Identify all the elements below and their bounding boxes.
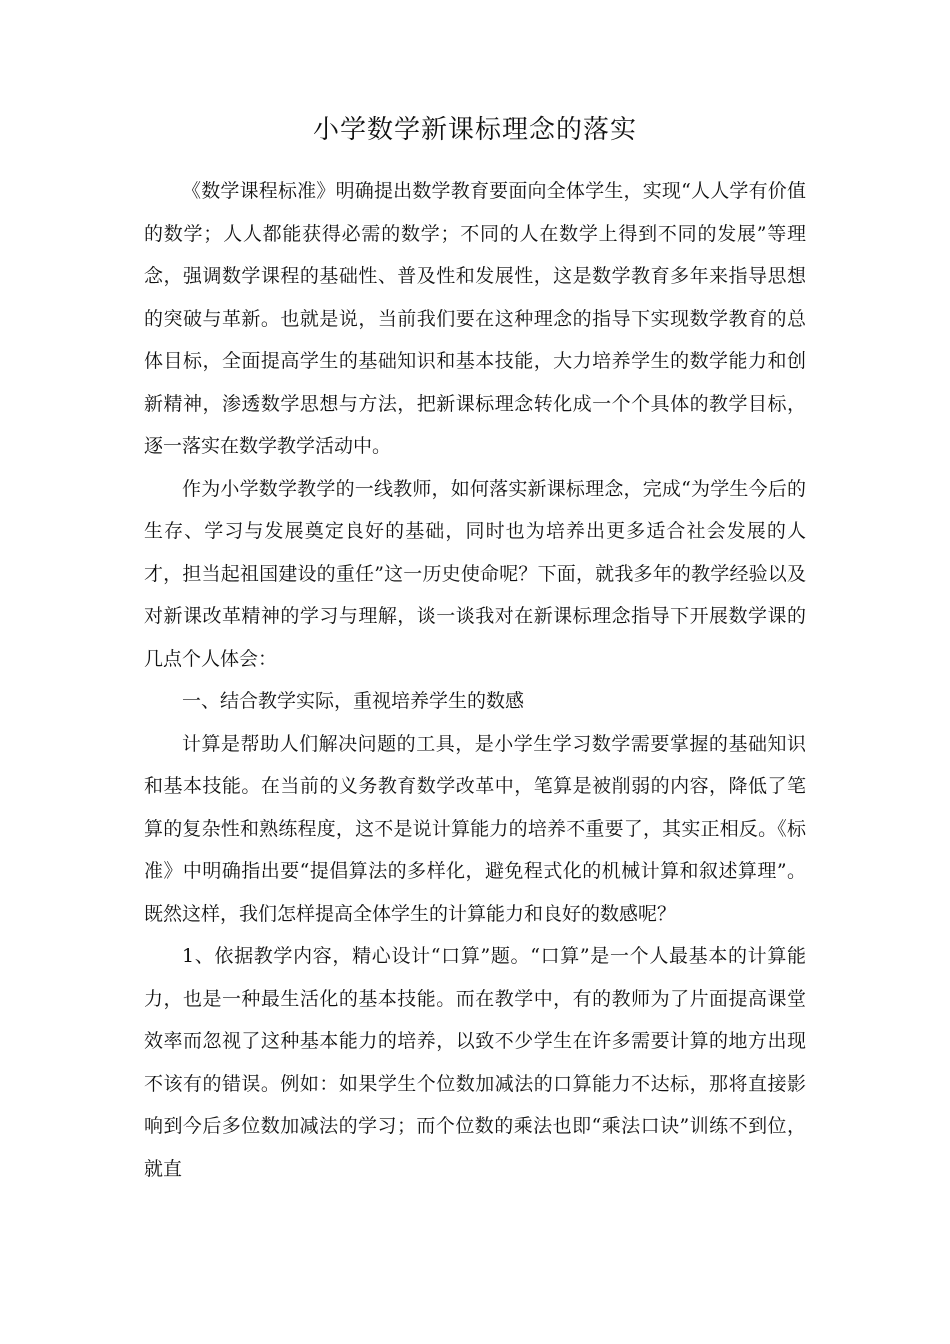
- paragraph-intro: 《数学课程标准》明确提出数学教育要面向全体学生，实现“人人学有价值的数学；人人都能获得必需的数学；不同的人在数学上得到不同的发展”等理念，强调数学课程的基础性、普及性和发展性，这是数学教育多年来指导思想的突破与革新。也就是说，当前我们要在这种理念的指导下实现数学教育的总体目标，全面提高学生的基础知识和基本技能，大力培养学生的数学能力和创新精神，渗透数学思想与方法，把新课标理念转化成一个个具体的教学目标，逐一落实在数学教学活动中。: [144, 180, 806, 457]
- paragraph-oral-calculation: 1、依据教学内容，精心设计“口算”题。“口算”是一个人最基本的计算能力，也是一种最生活化的基本技能。而在教学中，有的教师为了片面提高课堂效率而忽视了这种基本能力的培养，以致不少学生在许多需要计算的地方出现不该有的错误。例如：如果学生个位数加减法的口算能力不达标，那将直接影响到今后多位数加减法的学习；而个位数的乘法也即“乘法口诀”训练不到位，就直: [144, 945, 806, 1180]
- document-title: 小学数学新课标理念的落实: [312, 115, 637, 145]
- paragraph-calculation: 计算是帮助人们解决问题的工具，是小学生学习数学需要掌握的基础知识和基本技能。在当前的义务教育数学改革中，笔算是被削弱的内容，降低了笔算的复杂性和熟练程度，这不是说计算能力的培养不重要了，其实正相反。《标准》中明确指出要“提倡算法的多样化，避免程式化的机械计算和叙述算理”。既然这样，我们怎样提高全体学生的计算能力和良好的数感呢？: [144, 732, 806, 925]
- section-heading-1: 一、结合教学实际，重视培养学生的数感: [182, 690, 525, 712]
- document-body: [144, 170, 806, 1190]
- paragraph-teacher-role: 作为小学数学教学的一线教师，如何落实新课标理念，完成“为学生今后的生存、学习与发展奠定良好的基础，同时也为培养出更多适合社会发展的人才，担当起祖国建设的重任”这一历史使命呢？下面，就我多年的教学经验以及对新课改革精神的学习与理解，谈一谈我对在新课标理念指导下开展数学课的几点个人体会：: [144, 477, 806, 670]
